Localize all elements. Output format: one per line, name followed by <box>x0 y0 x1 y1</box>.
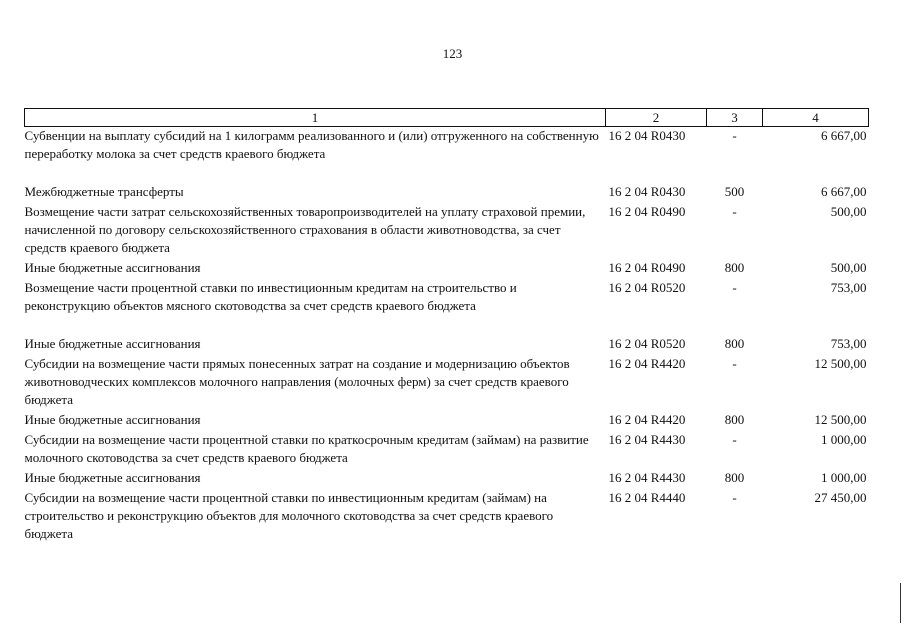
row-type: 800 <box>724 260 745 275</box>
row-type: - <box>732 356 737 371</box>
row-type: 500 <box>724 184 745 199</box>
row-code: 16 2 04 R0490 <box>608 260 686 275</box>
header-col-1: 1 <box>25 109 606 127</box>
table-row <box>25 411 869 431</box>
budget-table <box>24 108 869 545</box>
row-type: - <box>732 432 737 447</box>
row-code: 16 2 04 R0430 <box>608 128 686 143</box>
row-sum: 500,00 <box>830 204 867 219</box>
table-row <box>25 489 869 545</box>
table-row <box>25 469 869 489</box>
page-number: 123 <box>442 46 463 61</box>
row-type: 800 <box>724 470 745 485</box>
row-type: 800 <box>724 412 745 427</box>
table-row <box>25 355 869 411</box>
row-code: 16 2 04 R4420 <box>608 356 686 371</box>
row-sum: 12 500,00 <box>814 356 867 371</box>
row-code: 16 2 04 R4430 <box>608 432 686 447</box>
row-sum: 753,00 <box>830 280 867 295</box>
row-sum: 6 667,00 <box>821 128 867 143</box>
row-sum: 27 450,00 <box>814 490 867 505</box>
table-row <box>25 259 869 279</box>
row-name: Субвенции на выплату субсидий на 1 килограмм реализованного и (или) отгруженного на собственную переработку молока за счет средств краевого бюджета <box>24 128 599 161</box>
row-sum: 500,00 <box>830 260 867 275</box>
table-row <box>25 127 869 184</box>
table-row <box>25 183 869 203</box>
row-name: Иные бюджетные ассигнования <box>24 260 201 275</box>
row-code: 16 2 04 R0490 <box>608 204 686 219</box>
row-sum: 12 500,00 <box>814 412 867 427</box>
header-col-2: 2 <box>606 109 707 127</box>
row-name: Возмещение части затрат сельскохозяйственных товаропроизводителей на уплату страховой премии, начисленной по договору сельскохозяйственного страхования в области животноводства, за счет средств краевого бюджета <box>24 204 586 255</box>
row-code: 16 2 04 R4420 <box>608 412 686 427</box>
header-col-4: 4 <box>763 109 869 127</box>
table-body <box>25 127 869 546</box>
margin-mark <box>900 583 901 623</box>
row-sum: 1 000,00 <box>821 432 867 447</box>
row-name: Субсидии на возмещение части процентной ставки по краткосрочным кредитам (займам) на развитие молочного скотоводства за счет средств краевого бюджета <box>24 432 589 465</box>
row-code: 16 2 04 R4440 <box>608 490 686 505</box>
row-name: Межбюджетные трансферты <box>24 184 184 199</box>
row-name: Возмещение части процентной ставки по инвестиционным кредитам на строительство и реконструкцию объектов мясного скотоводства за счет средств краевого бюджета <box>24 280 517 313</box>
row-code: 16 2 04 R0520 <box>608 336 686 351</box>
row-type: - <box>732 490 737 505</box>
table-header <box>25 109 869 127</box>
table-row <box>25 203 869 259</box>
table-row <box>25 431 869 469</box>
table-row <box>25 279 869 335</box>
row-code: 16 2 04 R4430 <box>608 470 686 485</box>
row-sum: 6 667,00 <box>821 184 867 199</box>
row-name: Иные бюджетные ассигнования <box>24 470 201 485</box>
row-name: Субсидии на возмещение части прямых понесенных затрат на создание и модернизацию объектов животноводческих комплексов молочного направления (молочных ферм) за счет средств краевого бюджета <box>24 356 570 407</box>
row-sum: 1 000,00 <box>821 470 867 485</box>
row-type: 800 <box>724 336 745 351</box>
row-type: - <box>732 128 737 143</box>
table-row <box>25 335 869 355</box>
row-sum: 753,00 <box>830 336 867 351</box>
row-type: - <box>732 204 737 219</box>
row-name: Иные бюджетные ассигнования <box>24 412 201 427</box>
row-code: 16 2 04 R0520 <box>608 280 686 295</box>
row-code: 16 2 04 R0430 <box>608 184 686 199</box>
header-row <box>25 109 869 127</box>
row-type: - <box>732 280 737 295</box>
header-col-3: 3 <box>707 109 763 127</box>
row-name: Субсидии на возмещение части процентной ставки по инвестиционным кредитам (займам) на строительство и реконструкцию объектов для молочного скотоводства за счет средств краевого бюджета <box>24 490 554 541</box>
row-name: Иные бюджетные ассигнования <box>24 336 201 351</box>
